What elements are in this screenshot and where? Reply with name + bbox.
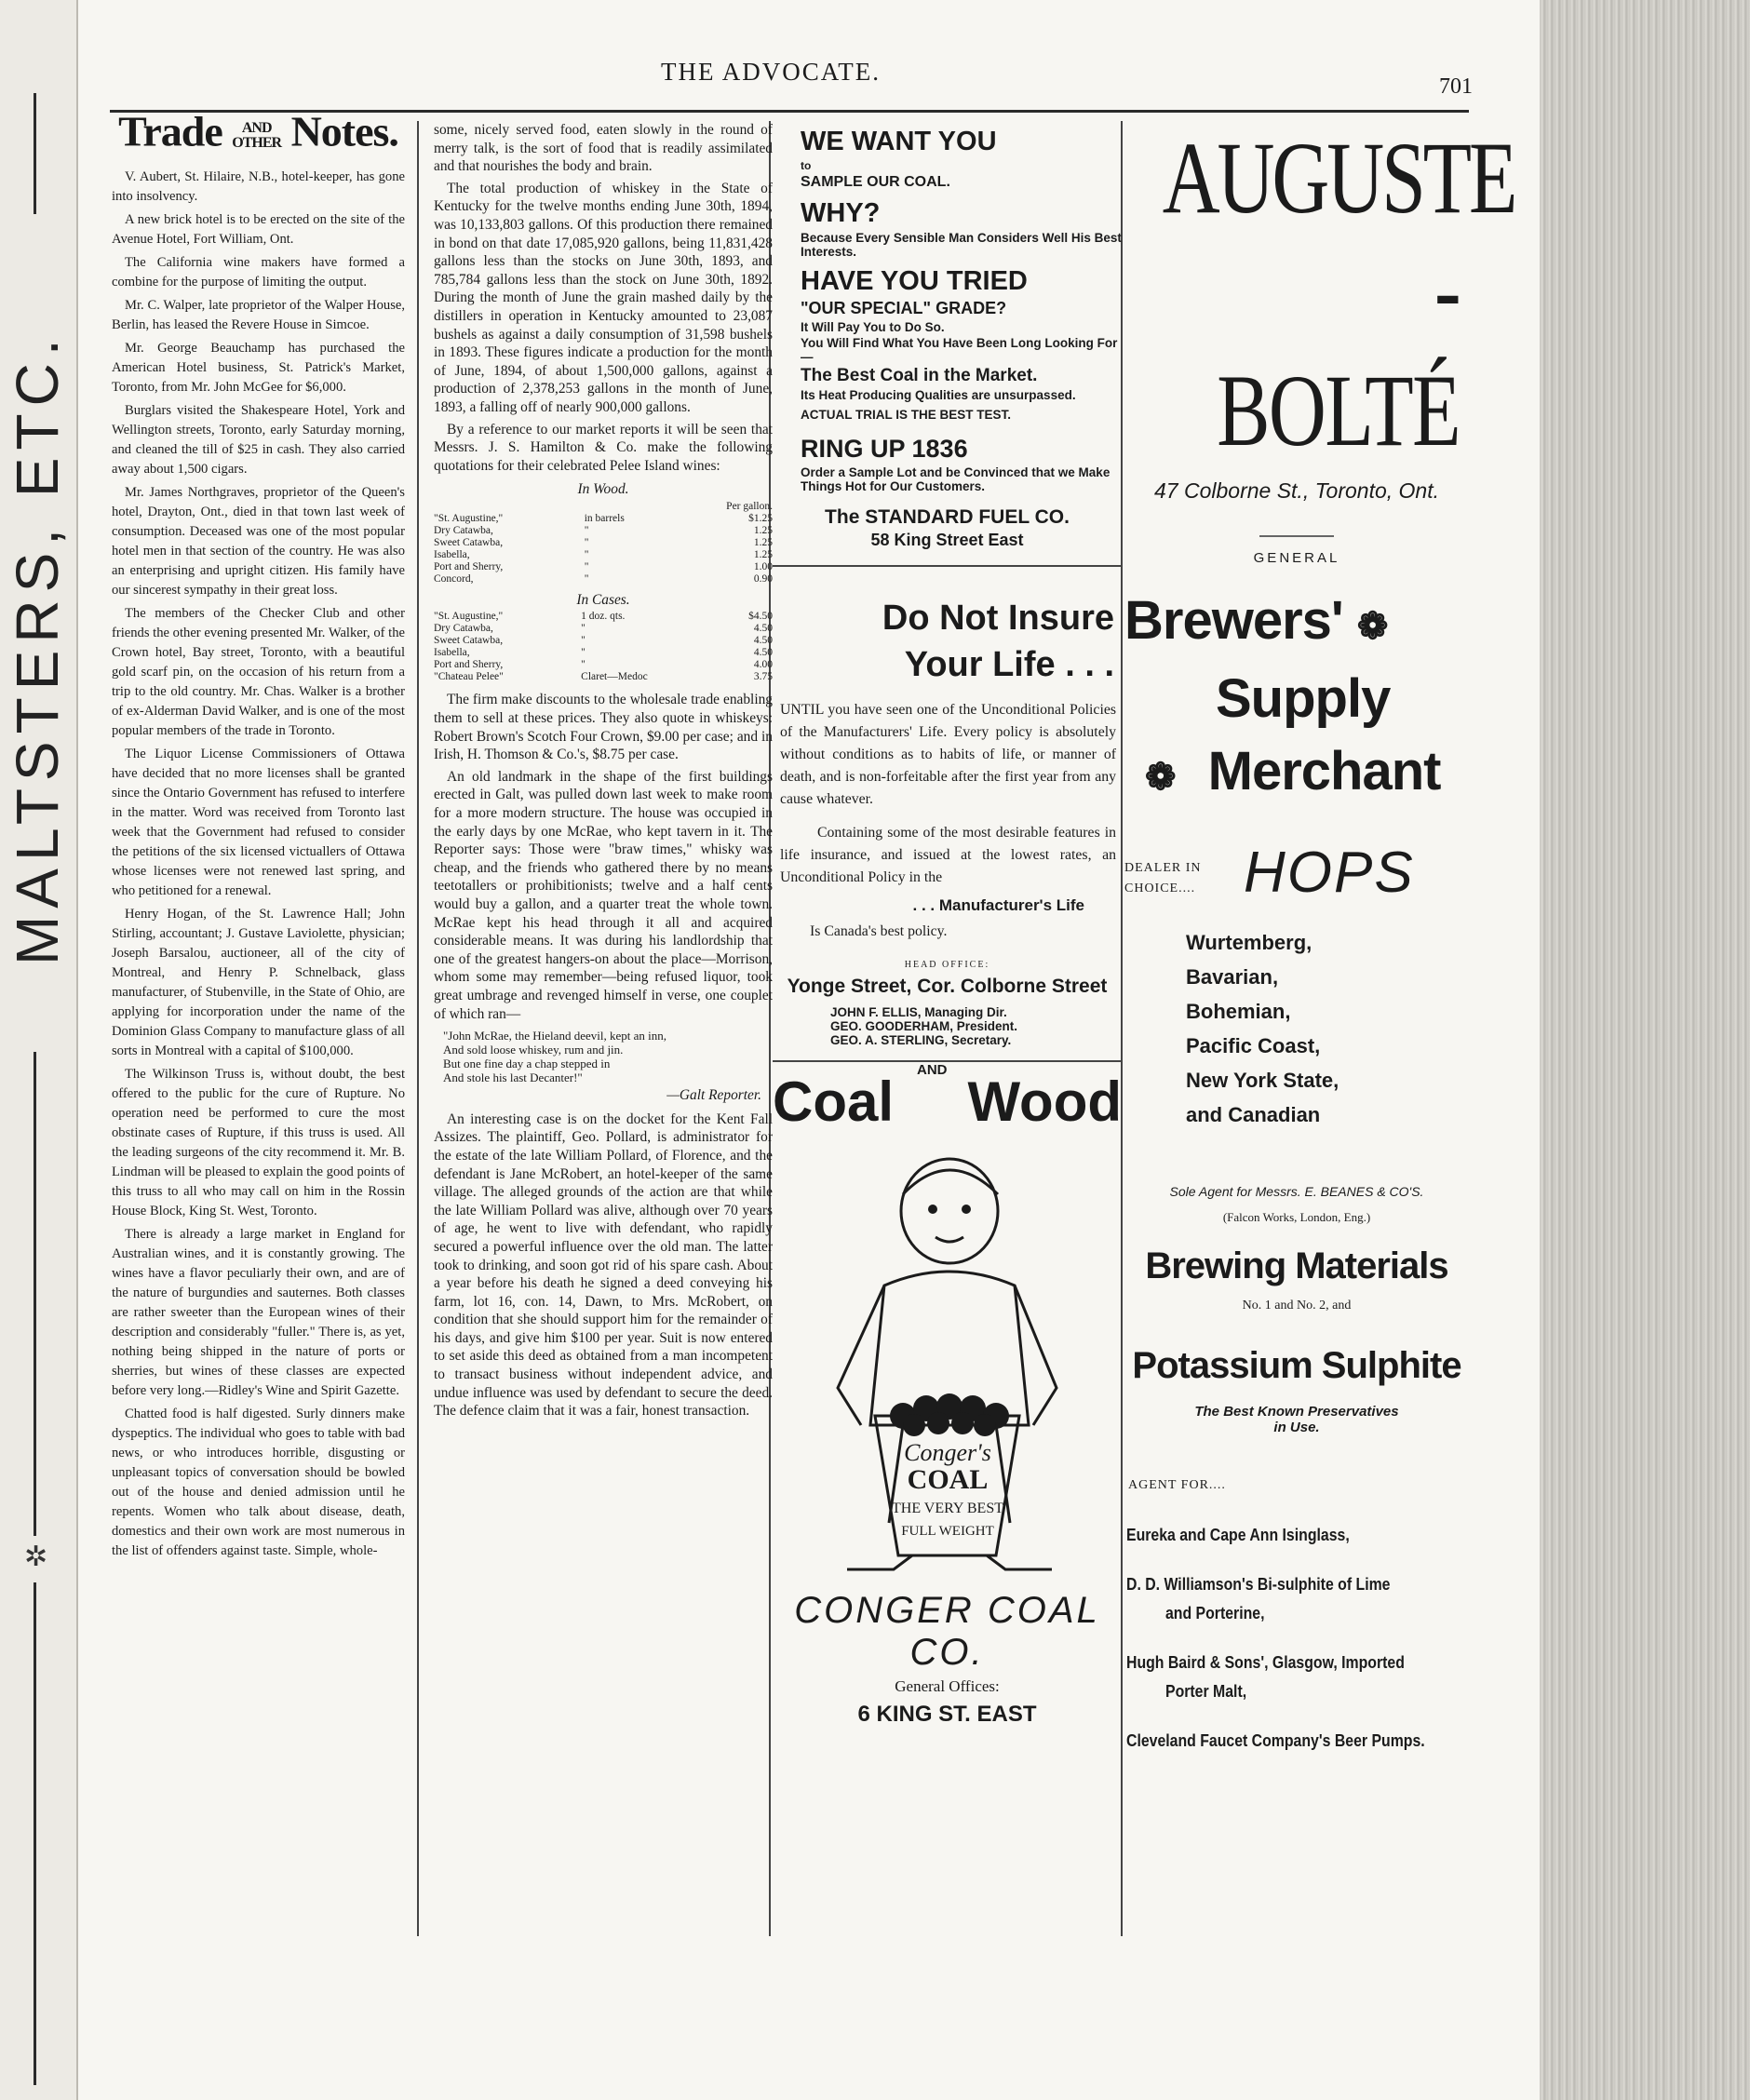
manufacturers-life-ad: Do Not Insure Your Life . . . UNTIL you have seen one of the Unconditional Policies of the Manufacturers' Life. Every policy is absolutely without conditions as to habits of life, or manner of death, and is non-forfeitable after the first year from any cause whatever. Containing some of the most desirable features in life insurance, and issued at the lowest rates, an Unconditional Policy in the . . . Manufacturer's Life Is Canada's best policy. HEAD OFFICE: Yonge Street, Cor. Colborne Street JOHN F. ELLIS, Managing Dir. GEO. GOODERHAM, President. GEO. A. STERLING, Secretary. bbox=[773, 595, 1122, 1047]
table-row: Isabella, " 1.25 bbox=[434, 548, 773, 560]
table-row: "St. Augustine," 1 doz. qts. $4.50 bbox=[434, 611, 773, 623]
news-item: The total production of whiskey in the State of Kentucky for the twelve months ending June 30th, 1894, was 10,133,803 gallons. Of this production there remained in bond on that date 17,085,920 gallons, being 11,831,428 gallons less than the stocks on June 30th, 1893, and 785,784 gallons less than the stock on June 30th, 1892. During the month of June the grain mashed daily by the distillers in operation in Kentucky amounted to 23,087 bushels as against a daily consumption of 31,598 bushels in 1893. These figures indicate a production for the month of June, 1894, of about 1,500,000 gallons, against a production of 2,378,253 gallons in the month of June, 1893, a falling off of nearly 900,000 gallons. bbox=[434, 180, 773, 415]
news-item: The firm make discounts to the wholesale trade enabling them to sell at these prices. They also quote in whiskeys: Robert Brown's Scotch Four Crown, $9.00 per case; and in Irish, H. Thomson & Co.'s, $8.75 per case. bbox=[434, 692, 773, 763]
strip-rule-mid bbox=[34, 1052, 36, 1536]
ornament-icon: ✲ bbox=[24, 1541, 48, 1572]
news-item: The Wilkinson Truss is, without doubt, the best offered to the public for the cure of Rupture. No operation need be performed to cure the most obstinate cases of Rupture, if this truss is used. All the leading surgeons of the city recommend it. Mr. B. Lindman will be pleased to explain the good points of this truss to all who may call on him in the Rossin House Block, King St. West, Toronto. bbox=[112, 1067, 405, 1218]
adjacent-page-strip bbox=[0, 0, 78, 2100]
news-item: Henry Hogan, of the St. Lawrence Hall; John Stirling, accountant; J. Gustave Laviolette, physician; Joseph Barsalou, auctioneer, all of the city of Montreal, and Henry P. Schnelback, glass manufacturer, of Stubenville, in the State of Ohio, are applying for incorporation under the name of the Dominion Glass Company to manufacture glass of all sorts in Montreal with a capital of $100,000. bbox=[112, 907, 405, 1058]
wood-price-table bbox=[434, 501, 773, 586]
advertiser-surname: - BOLTÉ bbox=[1217, 233, 1460, 467]
standard-fuel-ad: WE WANT YOU to SAMPLE OUR COAL. WHY? Because Every Sensible Man Considers Well His Best Interests. HAVE YOU TRIED "OUR SPECIAL" GRADE? It Will Pay You to Do So. You Will Find What You Have Been Long Looking For— The Best Coal in the Market. Its Heat Producing Qualities are unsurpassed. ACTUAL TRIAL IS THE BEST TEST. RING UP 1836 Order a Sample Lot and be Convinced that we Make Things Hot for Our Customers. The STANDARD FUEL CO. 58 King Street East bbox=[801, 127, 1122, 549]
boy-with-coal-bucket-illustration bbox=[773, 1146, 1122, 1583]
book-page-edges bbox=[1540, 0, 1750, 2100]
table-row: Sweet Catawba, " 4.50 bbox=[434, 635, 773, 647]
bolte-ad: AUGUSTE - BOLTÉ 47 Colborne St., Toronto, Ont. GENERAL Brewers' ❁ Supply ❁ Merchant DEALER IN CHOICE.... HOPS Wurtemberg, Bavarian, Bohemian, Pacific Coast, New York State, and Canadian Sole Agent for Messrs. E. BEANES & CO'S. (Falcon Works, London, Eng.) Brewing Materials No. 1 and No. 2, and Potassium Sulphite The Best Known Preservatives in Use. AGENT FOR.... Eureka and Cape Ann Isinglass, D. D. Williamson's Bi-sulphite of Lime and Porterine, Hugh Baird & Sons', Glasgow, Imported Porter Malt, Cleveland Faucet Company's Beer Pumps. bbox=[1124, 121, 1469, 1776]
news-item: The California wine makers have formed a combine for the purpose of limiting the output. bbox=[112, 255, 405, 289]
news-item: By a reference to our market reports it will be seen that Messrs. J. S. Hamilton & Co. make the following quotations for their celebrated Pelee Island wines: bbox=[434, 421, 773, 474]
news-item: Burglars visited the Shakespeare Hotel, York and Wellington streets, Toronto, early Saturday morning, and cleaned the till of $25 in cash. They also carried away about 1,500 cigars. bbox=[112, 403, 405, 477]
heading-and-other: AND OTHER bbox=[232, 120, 282, 151]
trade-notes-column bbox=[112, 107, 405, 1565]
ad-divider bbox=[773, 565, 1122, 567]
running-header: THE ADVOCATE. bbox=[661, 58, 881, 86]
table-row: "St. Augustine," in barrels $1.25 bbox=[434, 512, 773, 524]
news-item: Mr. C. Walper, late proprietor of the Walper House, Berlin, has leased the Revere House in Simcoe. bbox=[112, 298, 405, 332]
table-row: Port and Sherry, " 1.00 bbox=[434, 560, 773, 572]
in-cases-label: In Cases. bbox=[576, 591, 630, 608]
news-item: Mr. George Beauchamp has purchased the American Hotel business, St. Patrick's Market, Toronto, from Mr. John McGee for $6,000. bbox=[112, 341, 405, 395]
hop-regions: Wurtemberg, Bavarian, Bohemian, Pacific Coast, New York State, and Canadian bbox=[1186, 931, 1339, 1126]
news-item: The Liquor License Commissioners of Ottawa have decided that no more licenses shall be granted since the Ontario Government has refused to interfere in the matter. Word was received from Toronto last week that the Government had refused to consider the petitions of the six licensed victuallers of Ottawa whose licenses were not renewed last spring, and who petitioned for a renewal. bbox=[112, 747, 405, 898]
per-gallon-label: Per gallon. bbox=[726, 500, 773, 512]
conger-coal-ad: Coal AND Wood Conger's COAL THE VERY BEST FULL WEIGHT CONGER COAL CO. General Offices: 6 KING ST. EAST bbox=[773, 1062, 1122, 1727]
news-item: A new brick hotel is to be erected on the site of the Avenue Hotel, Fort William, Ont. bbox=[112, 212, 405, 247]
side-label: MALTSTERS, ETC. bbox=[4, 331, 71, 965]
strip-rule-top bbox=[34, 93, 36, 214]
page-number: 701 bbox=[1439, 74, 1473, 99]
table-row: Dry Catawba, " 4.50 bbox=[434, 623, 773, 635]
news-item: The members of the Checker Club and other friends the other evening presented Mr. Walker, of the Crown hotel, Bay street, Toronto, with a beautiful gold scarf pin, on the occasion of his return from a trip to the old country. Mr. Chas. Walker is a brother of ex-Alderman David Walker, and is one of the most popular members of the trade in Toronto. bbox=[112, 606, 405, 738]
case-price-table bbox=[434, 611, 773, 683]
column-rule-1 bbox=[417, 121, 419, 1936]
news-item: There is already a large market in England for Australian wines, and it is constantly growing. The wines have a flavor peculiarly their own, and are of the nature of burgundies and sauternes. Both classes are rather sweeter than the European wines of their description and considerably "fuller." There is, as yet, nothing being shipped in the nature of ports or sherries, but wines of these classes are expected before very long.—Ridley's Wine and Spirit Gazette. bbox=[112, 1227, 405, 1398]
table-row: "Chateau Pelee" Claret—Medoc 3.75 bbox=[434, 671, 773, 683]
ad-headline: WE WANT YOU bbox=[801, 127, 997, 156]
ad-headline: Do Not Insure Your Life . . . bbox=[882, 599, 1114, 684]
flower-ornament-icon: ❁ bbox=[1145, 757, 1176, 798]
news-column-2 bbox=[434, 121, 773, 1424]
table-row: Port and Sherry, " 4.00 bbox=[434, 659, 773, 671]
news-item: Mr. James Northgraves, proprietor of the Queen's hotel, Drayton, Ont., died in that town last week of consumption. Deceased was one of the most popular hotel men in that section of the country. He was also an enterprising and upright citizen. His family have our sincerest sympathy in their great loss. bbox=[112, 485, 405, 598]
verse-attribution: —Galt Reporter. bbox=[666, 1087, 761, 1104]
ad-column-3 bbox=[773, 121, 1122, 1728]
bucket-label-best: THE VERY BEST bbox=[891, 1501, 1004, 1516]
heading-notes: Notes. bbox=[290, 107, 398, 155]
bucket-label-coal: COAL bbox=[907, 1464, 989, 1495]
bucket-label-weight: FULL WEIGHT bbox=[901, 1524, 994, 1539]
table-row: Isabella, " 4.50 bbox=[434, 647, 773, 659]
table-row: Sweet Catawba, " 1.25 bbox=[434, 536, 773, 548]
table-row: Concord, " 0.90 bbox=[434, 572, 773, 585]
strip-rule-bottom bbox=[34, 1582, 36, 2085]
advertiser-name: AUGUSTE bbox=[1162, 121, 1515, 235]
heading-trade: Trade bbox=[118, 107, 222, 155]
news-item: An interesting case is on the docket for the Kent Fall Assizes. The plaintiff, Geo. Pollard, is administrator for the estate of the late William Pollard, of Florence, and the defendant is Jane McRobert, an hotel-keeper of the same village. The alleged grounds of the action are that while the late William Pollard was alive, although over 70 years of age, he went to live with defendant, who rapidly secured a powerful influence over the old man. The latter took to drinking, and soon got rid of his spare cash. About a year before his death he signed a deed conveying his farm, lot 16, con. 14, Dawn, to Mrs. McRobert, on condition that she should support him for the remainder of his days, and give him $100 per year. Suit is now entered to set aside this deed as obtained from a man incompetent to transact business without independent advice, and undue influence was used by defendant to secure the deed. The defence claim that it was a fair, honest transaction. bbox=[434, 1111, 773, 1420]
section-heading bbox=[112, 107, 405, 155]
news-item: Chatted food is half digested. Surly dinners make dyspeptics. The individual who goes to table with bad news, or who introduces horrible, disgusting or unpleasant topics of conversation should be bowled out of the house and denied admission until he repents. Women who talk about disease, death, domestics and their own work are most numerous in the list of offenders against taste. Simple, whole- bbox=[112, 1407, 405, 1558]
in-wood-label: In Wood. bbox=[577, 481, 629, 498]
flower-ornament-icon: ❁ bbox=[1356, 606, 1388, 647]
conger-company-name: CONGER COAL CO. bbox=[794, 1590, 1100, 1673]
table-row: Dry Catawba, " 1.25 bbox=[434, 524, 773, 536]
news-item: V. Aubert, St. Hilaire, N.B., hotel-keeper, has gone into insolvency. bbox=[112, 169, 405, 204]
news-item: An old landmark in the shape of the first buildings erected in Galt, was pulled down last week to make room for a more modern structure. The house was occupied in the early days by one McRae, who kept tavern in it. The Reporter says: Those were "braw times," whisky was cheap, and the friends who gathered there by no means teetotallers or prohibitionists; twelve and a half cents would buy a gallon, and a quarter treat the whole town. McRae kept his head through it all and acquired considerable means. It was during his landlordship that one of the greatest hangers-on about the place—Morrison, whom some may remember—being refused liquor, took great umbrage and revenged himself in verse, one couplet of which ran— bbox=[434, 768, 773, 1022]
bucket-label-conger: Conger's bbox=[904, 1439, 991, 1466]
verse-quote: "John McRae, the Hieland deevil, kept an inn, And sold loose whiskey, rum and jin. But one fine day a chap stepped in And stole his last Decanter!" bbox=[443, 1029, 666, 1085]
agency-list: Eureka and Cape Ann Isinglass, D. D. Williamson's Bi-sulphite of Lime and Porterine, Hugh Baird & Sons', Glasgow, Imported Porter Malt, Cleveland Faucet Company's Beer Pumps. bbox=[1126, 1526, 1425, 1750]
news-item: some, nicely served food, eaten slowly in the round of merry talk, is the sort of food that is readily assimilated and that nourishes the body and brain. bbox=[434, 122, 773, 175]
